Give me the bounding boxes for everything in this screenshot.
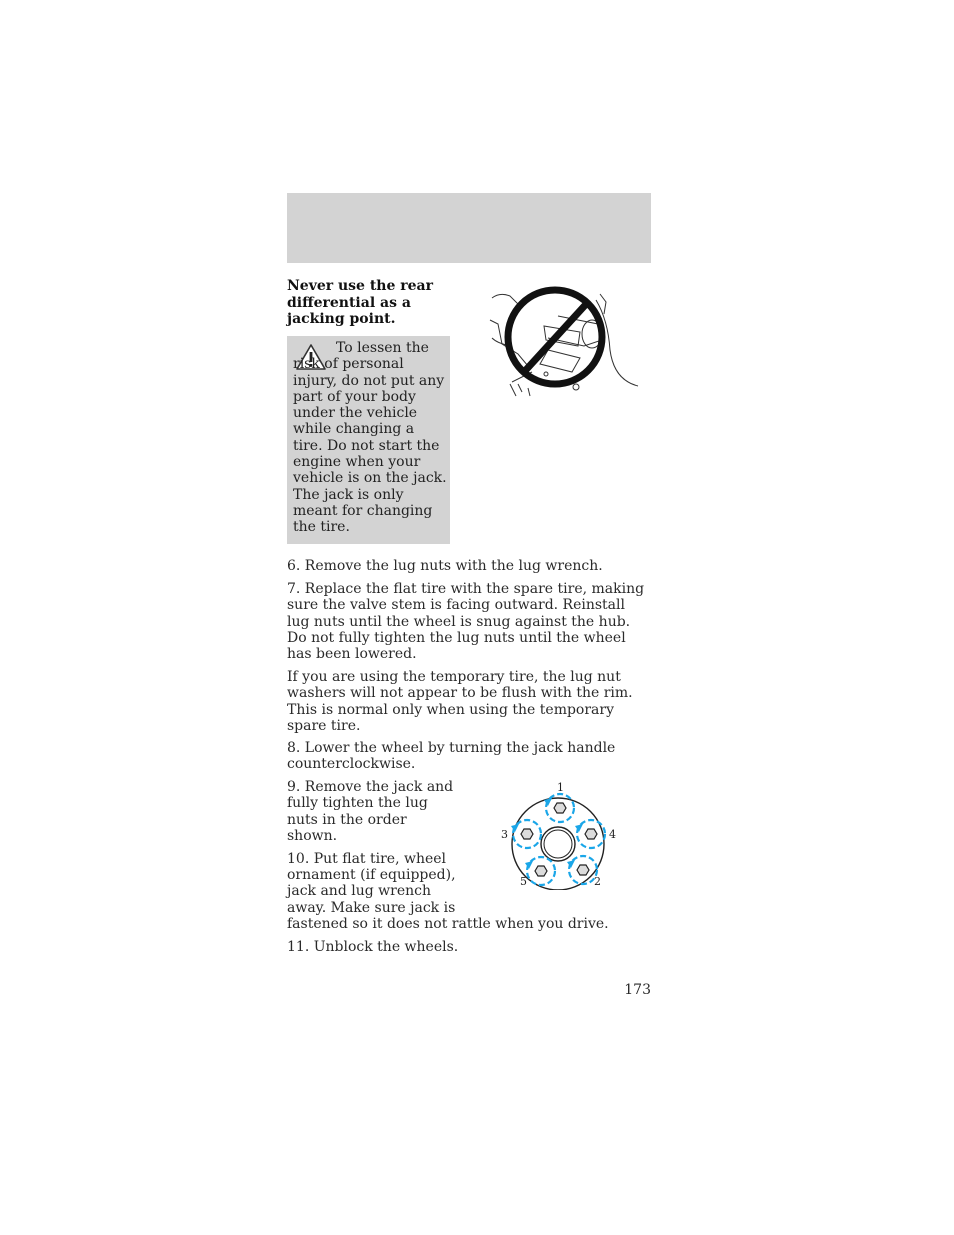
lug-nut-tightening-order-diagram <box>496 778 620 890</box>
section-header-band <box>287 193 651 263</box>
step-9: 9. Remove the jack and fully tighten the lug nuts in the order shown. <box>287 779 454 844</box>
warning-box <box>287 336 450 544</box>
step-10-line-5: fastened so it does not rattle when you drive. <box>287 916 609 932</box>
step-10-line-3: jack and lug wrench <box>287 883 431 899</box>
lug-label-4: 4 <box>609 828 616 841</box>
step-6: 6. Remove the lug nuts with the lug wrench. <box>287 558 603 574</box>
warning-intro: Never use the rear differential as a jacking point. <box>287 278 433 327</box>
lug-label-5: 5 <box>520 875 527 888</box>
warning-text: To lessen the risk of personal injury, do not put any part of your body under the vehicle while changing a tire. Do not start the engine when your vehicle is on the jack. The jack is only meant for changing the tire. <box>293 340 447 536</box>
step-7: 7. Replace the flat tire with the spare tire, making sure the valve stem is facing outward. Reinstall lug nuts until the wheel is snug against the hub. Do not fully tighten the lug nuts until the wheel has been lowered. <box>287 581 645 663</box>
step-8: 8. Lower the wheel by turning the jack handle counterclockwise. <box>287 740 616 773</box>
page-number: 173 <box>624 982 651 998</box>
lug-label-3: 3 <box>501 828 508 841</box>
step-10-line-2: ornament (if equipped), <box>287 867 456 883</box>
temporary-tire-note: If you are using the temporary tire, the lug nut washers will not appear to be flush with the rim. This is normal only when using the temporary spare tire. <box>287 669 633 734</box>
step-10-line-1: 10. Put flat tire, wheel <box>287 851 447 867</box>
lug-label-2: 2 <box>594 875 601 888</box>
lug-label-1: 1 <box>557 781 564 794</box>
no-jack-on-differential-icon <box>488 280 643 400</box>
step-10-line-4: away. Make sure jack is <box>287 900 456 916</box>
step-11: 11. Unblock the wheels. <box>287 939 459 955</box>
